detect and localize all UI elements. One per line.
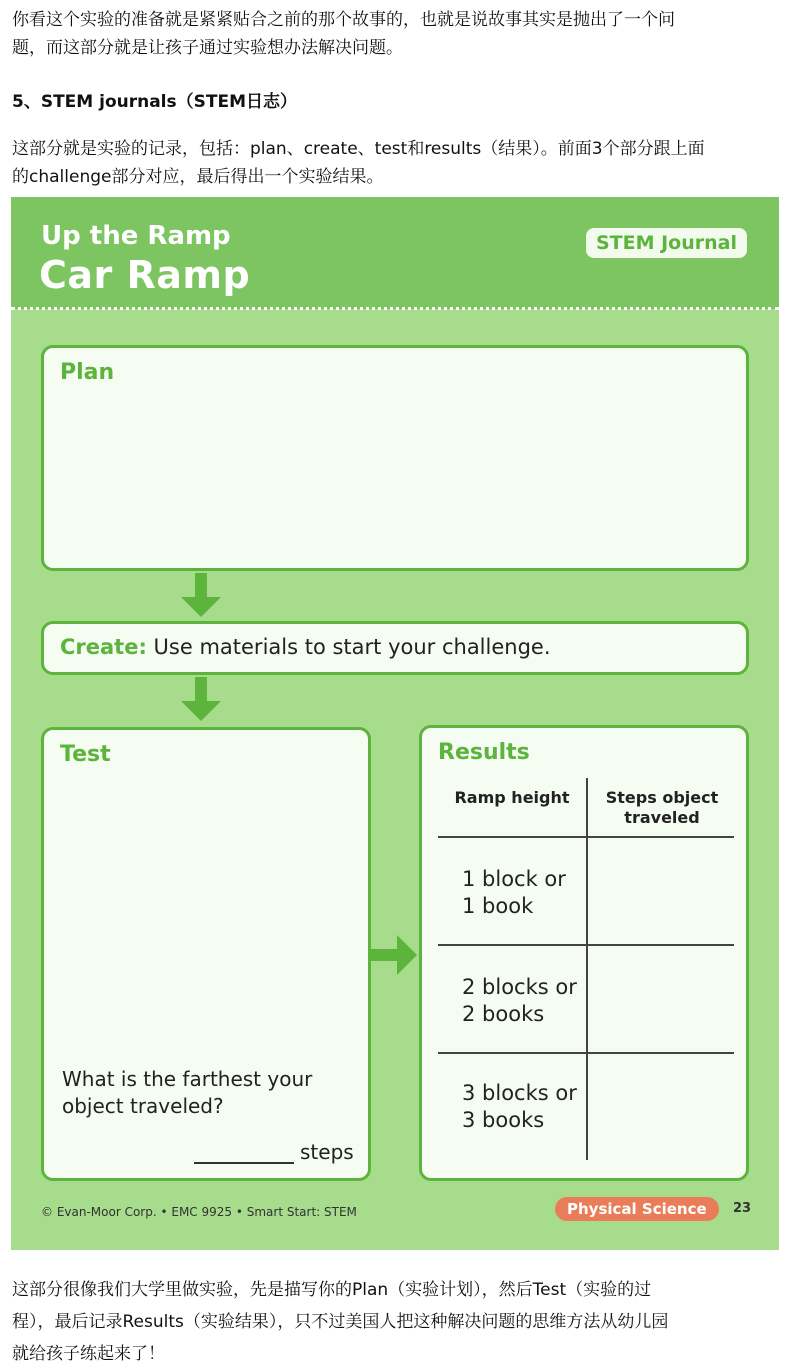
create-text: Use materials to start your challenge. (146, 635, 551, 659)
results-box (419, 725, 749, 1181)
worksheet-header (11, 197, 779, 309)
table-cell-row-3: 3 blocks or 3 books (462, 1081, 577, 1132)
article-paragraph-1-line-1: 你看这个实验的准备就是紧紧贴合之前的那个故事的，也就是说故事其实是抛出了一个问 (12, 10, 675, 30)
table-row-divider (438, 836, 734, 838)
test-heading: Test (60, 742, 111, 767)
table-header-ramp-height: Ramp height (454, 788, 570, 807)
table-row-divider (438, 1052, 734, 1054)
article-paragraph-3 (12, 1274, 782, 1370)
steps-label: steps (300, 1140, 354, 1164)
arrow-down-icon (195, 573, 207, 599)
plan-heading: Plan (60, 360, 115, 385)
create-box (41, 621, 749, 675)
test-box (41, 727, 371, 1181)
results-heading: Results (438, 740, 530, 765)
header-dotted-divider (11, 307, 779, 310)
worksheet-title: Car Ramp (39, 253, 251, 297)
article-paragraph-1-line-2: 题，而这部分就是让孩子通过实验想办法解决问题。 (12, 38, 403, 58)
article-paragraph-3-line-1: 这部分很像我们大学里做实验，先是描写你的Plan（实验计划），然后Test（实验的过 (12, 1280, 652, 1300)
arrow-right-icon (371, 949, 399, 961)
test-question: What is the farthest your object traveled? (62, 1067, 313, 1118)
section-heading: 5、STEM journals（STEM日志） (12, 92, 297, 112)
subject-badge: Physical Science (555, 1197, 719, 1221)
article-paragraph-1 (12, 6, 782, 62)
stem-journal-worksheet (11, 197, 779, 1250)
copyright-footer: © Evan-Moor Corp. • EMC 9925 • Smart Start: STEM (41, 1205, 357, 1219)
create-instruction (60, 635, 551, 659)
article-paragraph-2-line-2: 的challenge部分对应，最后得出一个实验结果。 (12, 167, 384, 187)
stem-journal-badge: STEM Journal (586, 228, 747, 258)
steps-answer-line (194, 1162, 294, 1164)
page-number: 23 (733, 1201, 752, 1216)
table-cell-row-2: 2 blocks or 2 books (462, 975, 577, 1026)
create-label: Create: (60, 635, 147, 659)
table-cell-row-1: 1 block or 1 book (462, 867, 566, 918)
article-paragraph-3-line-2: 程），最后记录Results（实验结果），只不过美国人把这种解决问题的思维方法从幼儿园 (12, 1312, 669, 1332)
worksheet-subtitle: Up the Ramp (41, 221, 231, 251)
arrow-down-icon (195, 677, 207, 703)
table-row-divider (438, 944, 734, 946)
table-header-steps: Steps object traveled (605, 788, 719, 827)
article-paragraph-3-line-3: 就给孩子练起来了！ (12, 1344, 165, 1364)
article-paragraph-2-line-1: 这部分就是实验的记录，包括：plan、create、test和results（结果）。前面3个部分跟上面 (12, 139, 705, 159)
plan-box (41, 345, 749, 571)
article-paragraph-2 (12, 135, 782, 191)
